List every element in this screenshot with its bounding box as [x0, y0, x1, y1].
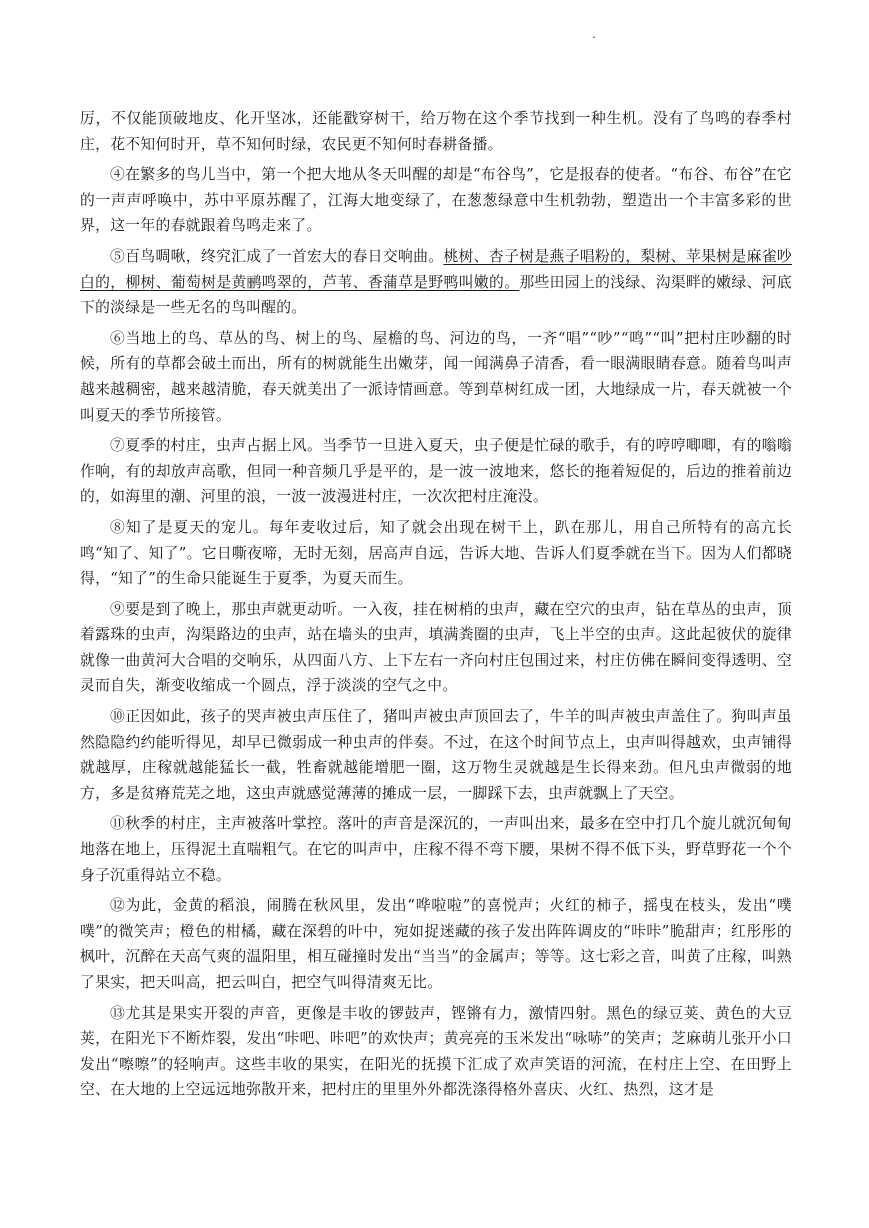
paragraph-5-underlined-sentence: 桃树、杏子树是燕子唱粉的，梨树、苹果树是麻雀吵白的，柳树、葡萄树是黄鹂鸣翠的，芦苇、香蒲草是野鸭叫嫩的。	[80, 247, 792, 291]
paragraph-continuation: 厉，不仅能顶破地皮、化开坚冰，还能戳穿树干，给万物在这个季节找到一种生机。没有了鸟鸣的春季村庄，花不知何时开，草不知何时绿，农民更不知何时春耕备播。	[80, 110, 792, 153]
paragraph-6: ⑥当地上的鸟、草丛的鸟、树上的鸟、屋檐的鸟、河边的鸟，一齐“唱”“吵”“鸣”“叫”把村庄吵翻的时候，所有的草都会破土而出，所有的树就能生出嫩芽，闻一闻满鼻子清香，看一眼满眼睛春意。随着鸟叫声越来越稠密，越来越清脆，春天就美出了一派诗情画意。等到草树红成一团，大地绿成一片，春天就被一个叫夏天的季节所接管。	[80, 329, 792, 424]
paragraph-10: ⑩正因如此，孩子的哭声被虫声压住了，猪叫声被虫声顶回去了，牛羊的叫声被虫声盖住了。狗叫声虽然隐隐约约能听得见，却早已微弱成一种虫声的伴奏。不过，在这个时间节点上，虫声叫得越欢，虫声铺得就越厚，庄稼就越能猛长一截，牲畜就越能增肥一圈，这万物生灵就越是生长得来劲。但凡虫声微弱的地方，多是贫瘠荒芜之地，这虫声就感觉薄薄的摊成一层，一脚踩下去，虫声就飘上了天空。	[80, 708, 792, 802]
header-mark: .	[592, 27, 596, 41]
paragraph-4: ④在繁多的鸟儿当中，第一个把大地从冬天叫醒的却是“布谷鸟”，它是报春的使者。“布谷、布谷”在它的一声声呼唤中，苏中平原苏醒了，江海大地变绿了，在葱葱绿意中生机勃勃，塑造出一个丰富多彩的世界，这一年的春就跟着鸟鸣走来了。	[80, 166, 792, 235]
article-body	[80, 106, 792, 1108]
paragraph-7: ⑦夏季的村庄，虫声占据上风。当季节一旦进入夏天，虫子便是忙碌的歌手，有的哼哼唧唧，有的嗡嗡作响，有的却放声高歌，但同一种音频几乎是平的，是一波一波地来，悠长的拖着短促的，后边的推着前边的，如海里的潮、河里的浪，一波一波漫进村庄，一次次把村庄淹没。	[80, 437, 792, 506]
paragraph-9: ⑨要是到了晚上，那虫声就更动听。一入夜，挂在树梢的虫声，藏在空穴的虫声，钻在草丛的虫声，顶着露珠的虫声，沟渠路边的虫声，站在墙头的虫声，填满粪圈的虫声，飞上半空的虫声。这此起彼伏的旋律就像一曲黄河大合唱的交响乐，从四面八方、上下左右一齐向村庄包围过来，村庄仿佛在瞬间变得透明、空灵而自失，渐变收缩成一个圆点，浮于淡淡的空气之中。	[80, 600, 792, 695]
paragraph-5-intro: ⑤百鸟啁啾，终究汇成了一首宏大的春日交响曲。	[110, 247, 444, 265]
paragraph-8: ⑧知了是夏天的宠儿。每年麦收过后，知了就会出现在树干上，趴在那儿，用自己所特有的高亢长鸣“知了、知了”。它日嘶夜啼，无时无刻，居高声自远，告诉大地、告诉人们夏季就在当下。因为人们都晓得，“知了”的生命只能诞生于夏季，为夏天而生。	[80, 518, 792, 588]
paragraph-11: ⑪秋季的村庄，主声被落叶掌控。落叶的声音是深沉的，一声叫出来，最多在空中打几个旋儿就沉甸甸地落在地上，压得泥土直喘粗气。在它的叫声中，庄稼不得不弯下腰，果树不得不低下头，野草野花一个个身子沉重得站立不稳。	[80, 815, 792, 884]
paragraph-12: ⑫为此，金黄的稻浪，闹腾在秋风里，发出“哗啦啦”的喜悦声；火红的柿子，摇曳在枝头，发出“噗噗”的微笑声；橙色的柑橘，藏在深碧的叶中，宛如捉迷藏的孩子发出阵阵调皮的“咔咔”脆甜声；红彤彤的枫叶，沉醉在天高气爽的温阳里，相互碰撞时发出“当当”的金属声；等等。这七彩之音，叫黄了庄稼，叫熟了果实，把天叫高，把云叫白，把空气叫得清爽无比。	[80, 897, 792, 991]
paragraph-5-rest: 那些田园上的浅绿、沟渠畔的嫩绿、河底下的淡绿是一些无名的鸟叫醒的。	[80, 273, 793, 317]
paragraph-13: ⑬尤其是果实开裂的声音，更像是丰收的锣鼓声，铿锵有力，激情四射。黑色的绿豆荚、黄色的大豆荚，在阳光下不断炸裂，发出“咔吧、咔吧”的欢快声；黄亮亮的玉米发出“咏哧”的笑声；芝麻萌儿张开小口发出“嚓嚓”的轻响声。这些丰收的果实，在阳光的抚摸下汇成了欢声笑语的河流，在村庄上空、在田野上空、在大地的上空远远地弥散开来，把村庄的里里外外都洗涤得格外喜庆、火红、热烈，这才是	[80, 1004, 792, 1099]
paragraph-5	[80, 244, 792, 321]
